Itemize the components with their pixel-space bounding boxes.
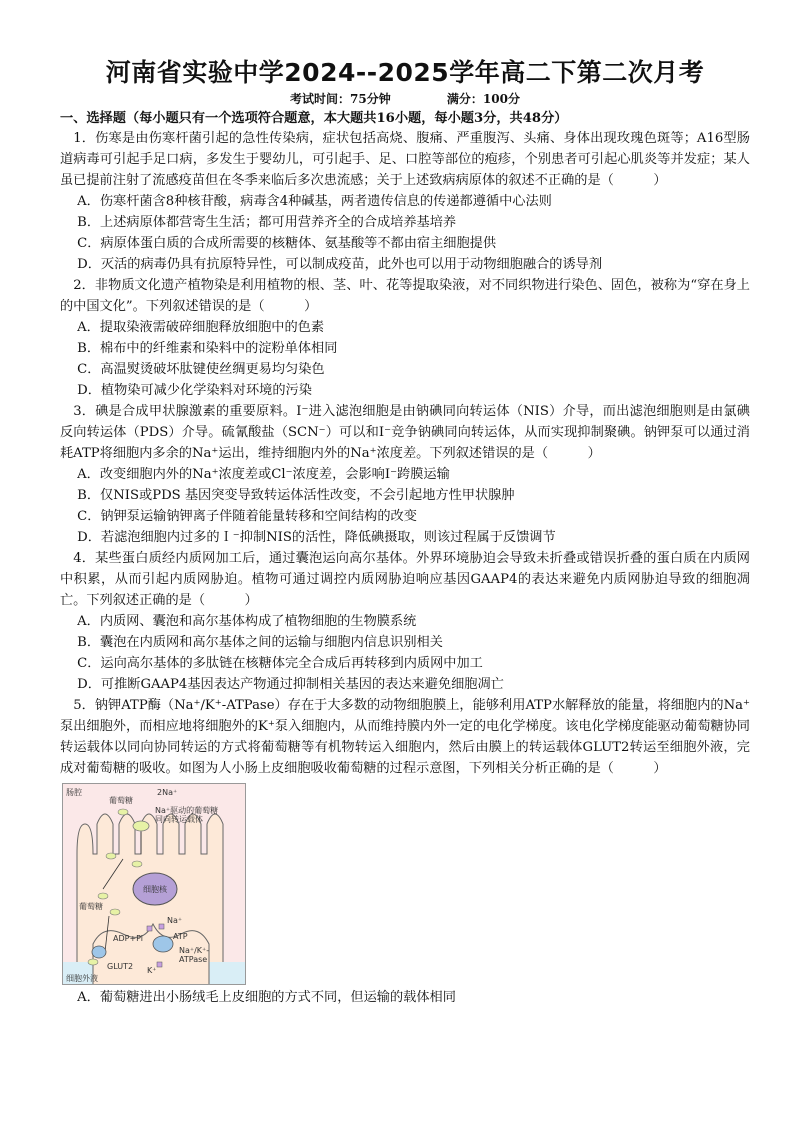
option: A．葡萄糖进出小肠绒毛上皮细胞的方式不同，但运输的载体相同 [77,990,456,1005]
label-nucleus: 细胞核 [143,885,167,894]
option: A．伤寒杆菌含8种核苷酸，病毒含4种碱基，两者遗传信息的传递都遵循中心法则 [77,194,552,209]
option: D．可推断GAAP4基因表达产物通过抑制相关基因的表达来避免细胞凋亡 [77,677,504,692]
exam-score: 满分：100分 [446,92,520,106]
na-ion [147,926,152,931]
label-k: K⁺ [147,966,157,975]
glucose-molecule [88,959,98,965]
label-2na: 2Na⁺ [157,788,178,797]
option: A．改变细胞内外的Na⁺浓度差或Cl⁻浓度差，会影响I⁻跨膜运输 [77,467,450,482]
label-glucose-left: 葡萄糖 [79,902,103,911]
question-stem: 5．钠钾ATP酶（Na⁺/K⁺-ATPase）存在于大多数的动物细胞膜上，能够利用ATP水解释放的能量，将细胞内的Na⁺泵出细胞外，而相应地将细胞外的K⁺泵入细胞内，从而维持膜内外一定的电化学梯度。该电化学梯度能驱动葡萄糖协同转运载体以同向协同转运的方式将葡萄糖等有机物转运入细胞内，然后由膜上的转运载体GLUT2转运至细胞外液，完成对葡萄糖的吸收。如图为人小肠上皮细胞吸收葡萄糖的过程示意图，下列相关分析正确的是（ ） [60,698,750,776]
option: D．植物染可减少化学染料对环境的污染 [77,383,312,398]
label-adp: ADP+Pi [113,934,144,943]
label-atp: ATP [173,932,188,941]
glucose-molecule [132,861,142,867]
exam-title: 河南省实验中学2024--2025学年高二下第二次月考 [105,58,705,87]
option: B．棉布中的纤维素和染料中的淀粉单体相同 [77,341,338,356]
label-transporter: Na⁺驱动的葡萄糖同向转运载体 [155,806,219,824]
question-stem: 4．某些蛋白质经内质网加工后，通过囊泡运向高尔基体。外界环境胁迫会导致未折叠或错误折叠的蛋白质在内质网中积累，从而引起内质网胁迫。植物可通过调控内质网胁迫响应基因GAAP4的表达来避免内质网胁迫导致的细胞凋亡。下列叙述正确的是（ ） [60,551,750,608]
glucose-molecule [110,909,120,915]
question-stem: 3．碘是合成甲状腺激素的重要原料。I⁻进入滤泡细胞是由钠碘同向转运体（NIS）介导，而出滤泡细胞则是由氯碘反向转运体（PDS）介导。硫氰酸盐（SCN⁻）可以和I⁻竞争钠碘同向转运体，从而实现抑制聚碘。钠钾泵可以通过消耗ATP将细胞内多余的Na⁺运出，维持细胞内外的Na⁺浓度差。下列叙述错误的是（ ） [60,404,750,461]
option: C．运向高尔基体的多肽链在核糖体完全合成后再转移到内质网中加工 [77,656,483,671]
option: B．上述病原体都营寄生生活；都可用营养齐全的合成培养基培养 [77,215,457,230]
option: D．若滤泡细胞内过多的Ｉ⁻抑制NIS的活性，降低碘摄取，则该过程属于反馈调节 [77,530,556,545]
glucose-molecule [118,809,128,815]
label-lumen: 肠腔 [66,788,82,797]
glucose-molecule [106,853,116,859]
option: D．灭活的病毒仍具有抗原特异性，可以制成疫苗，此外也可以用于动物细胞融合的诱导剂 [77,257,603,272]
glut2-shape [92,946,106,958]
label-glut2: GLUT2 [107,962,134,971]
label-extracellular: 细胞外液 [66,974,98,983]
label-na: Na⁺ [167,916,183,925]
intestinal-cell-diagram [62,783,246,985]
label-pump: Na⁺/K⁺-ATPase [179,946,210,964]
question-2 [60,275,750,401]
question-stem: 1．伤寒是由伤寒杆菌引起的急性传染病，症状包括高烧、腹痛、严重腹泻、头痛、身体出现玫瑰色斑等；A16型肠道病毒可引起手足口病，多发生于婴幼儿，可引起手、足、口腔等部位的疱疹，个别患者可引起心肌炎等并发症；某人虽已提前注射了流感疫苗但在冬季来临后多次患流感；关于上述致病病原体的叙述不正确的是（ ） [60,131,750,188]
glucose-molecule [98,893,108,899]
option: B．囊泡在内质网和高尔基体之间的运输与细胞内信息识别相关 [77,635,443,650]
section-heading: 一、选择题（每小题只有一个选项符合题意，本大题共16小题，每小题3分，共48分） [60,111,568,126]
exam-page [60,56,750,1008]
option: C．钠钾泵运输钠钾离子伴随着能量转移和空间结构的改变 [77,509,417,524]
exam-info [60,90,750,108]
option: A．内质网、囊泡和高尔基体构成了植物细胞的生物膜系统 [77,614,417,629]
question-3 [60,401,750,548]
exam-time: 考试时间：75分钟 [290,92,391,106]
pump-shape [153,936,173,952]
question-5 [60,695,750,1008]
option: B．仅NIS或PDS 基因突变导致转运体活性改变，不会引起地方性甲状腺肿 [77,488,515,503]
na-ion [159,924,164,929]
glucose-transporter-shape [133,821,149,831]
option: C．病原体蛋白质的合成所需要的核糖体、氨基酸等不都由宿主细胞提供 [77,236,497,251]
question-1 [60,128,750,275]
label-glucose: 葡萄糖 [109,796,133,805]
k-ion [157,962,162,967]
question-stem: 2．非物质文化遗产植物染是利用植物的根、茎、叶、花等提取染液，对不同织物进行染色、固色，被称为“穿在身上的中国文化”。下列叙述错误的是（ ） [60,278,750,314]
option: C．高温熨烫破坏肽键使丝绸更易均匀染色 [77,362,325,377]
option: A．提取染液需破碎细胞释放细胞中的色素 [77,320,325,335]
question-4 [60,548,750,695]
